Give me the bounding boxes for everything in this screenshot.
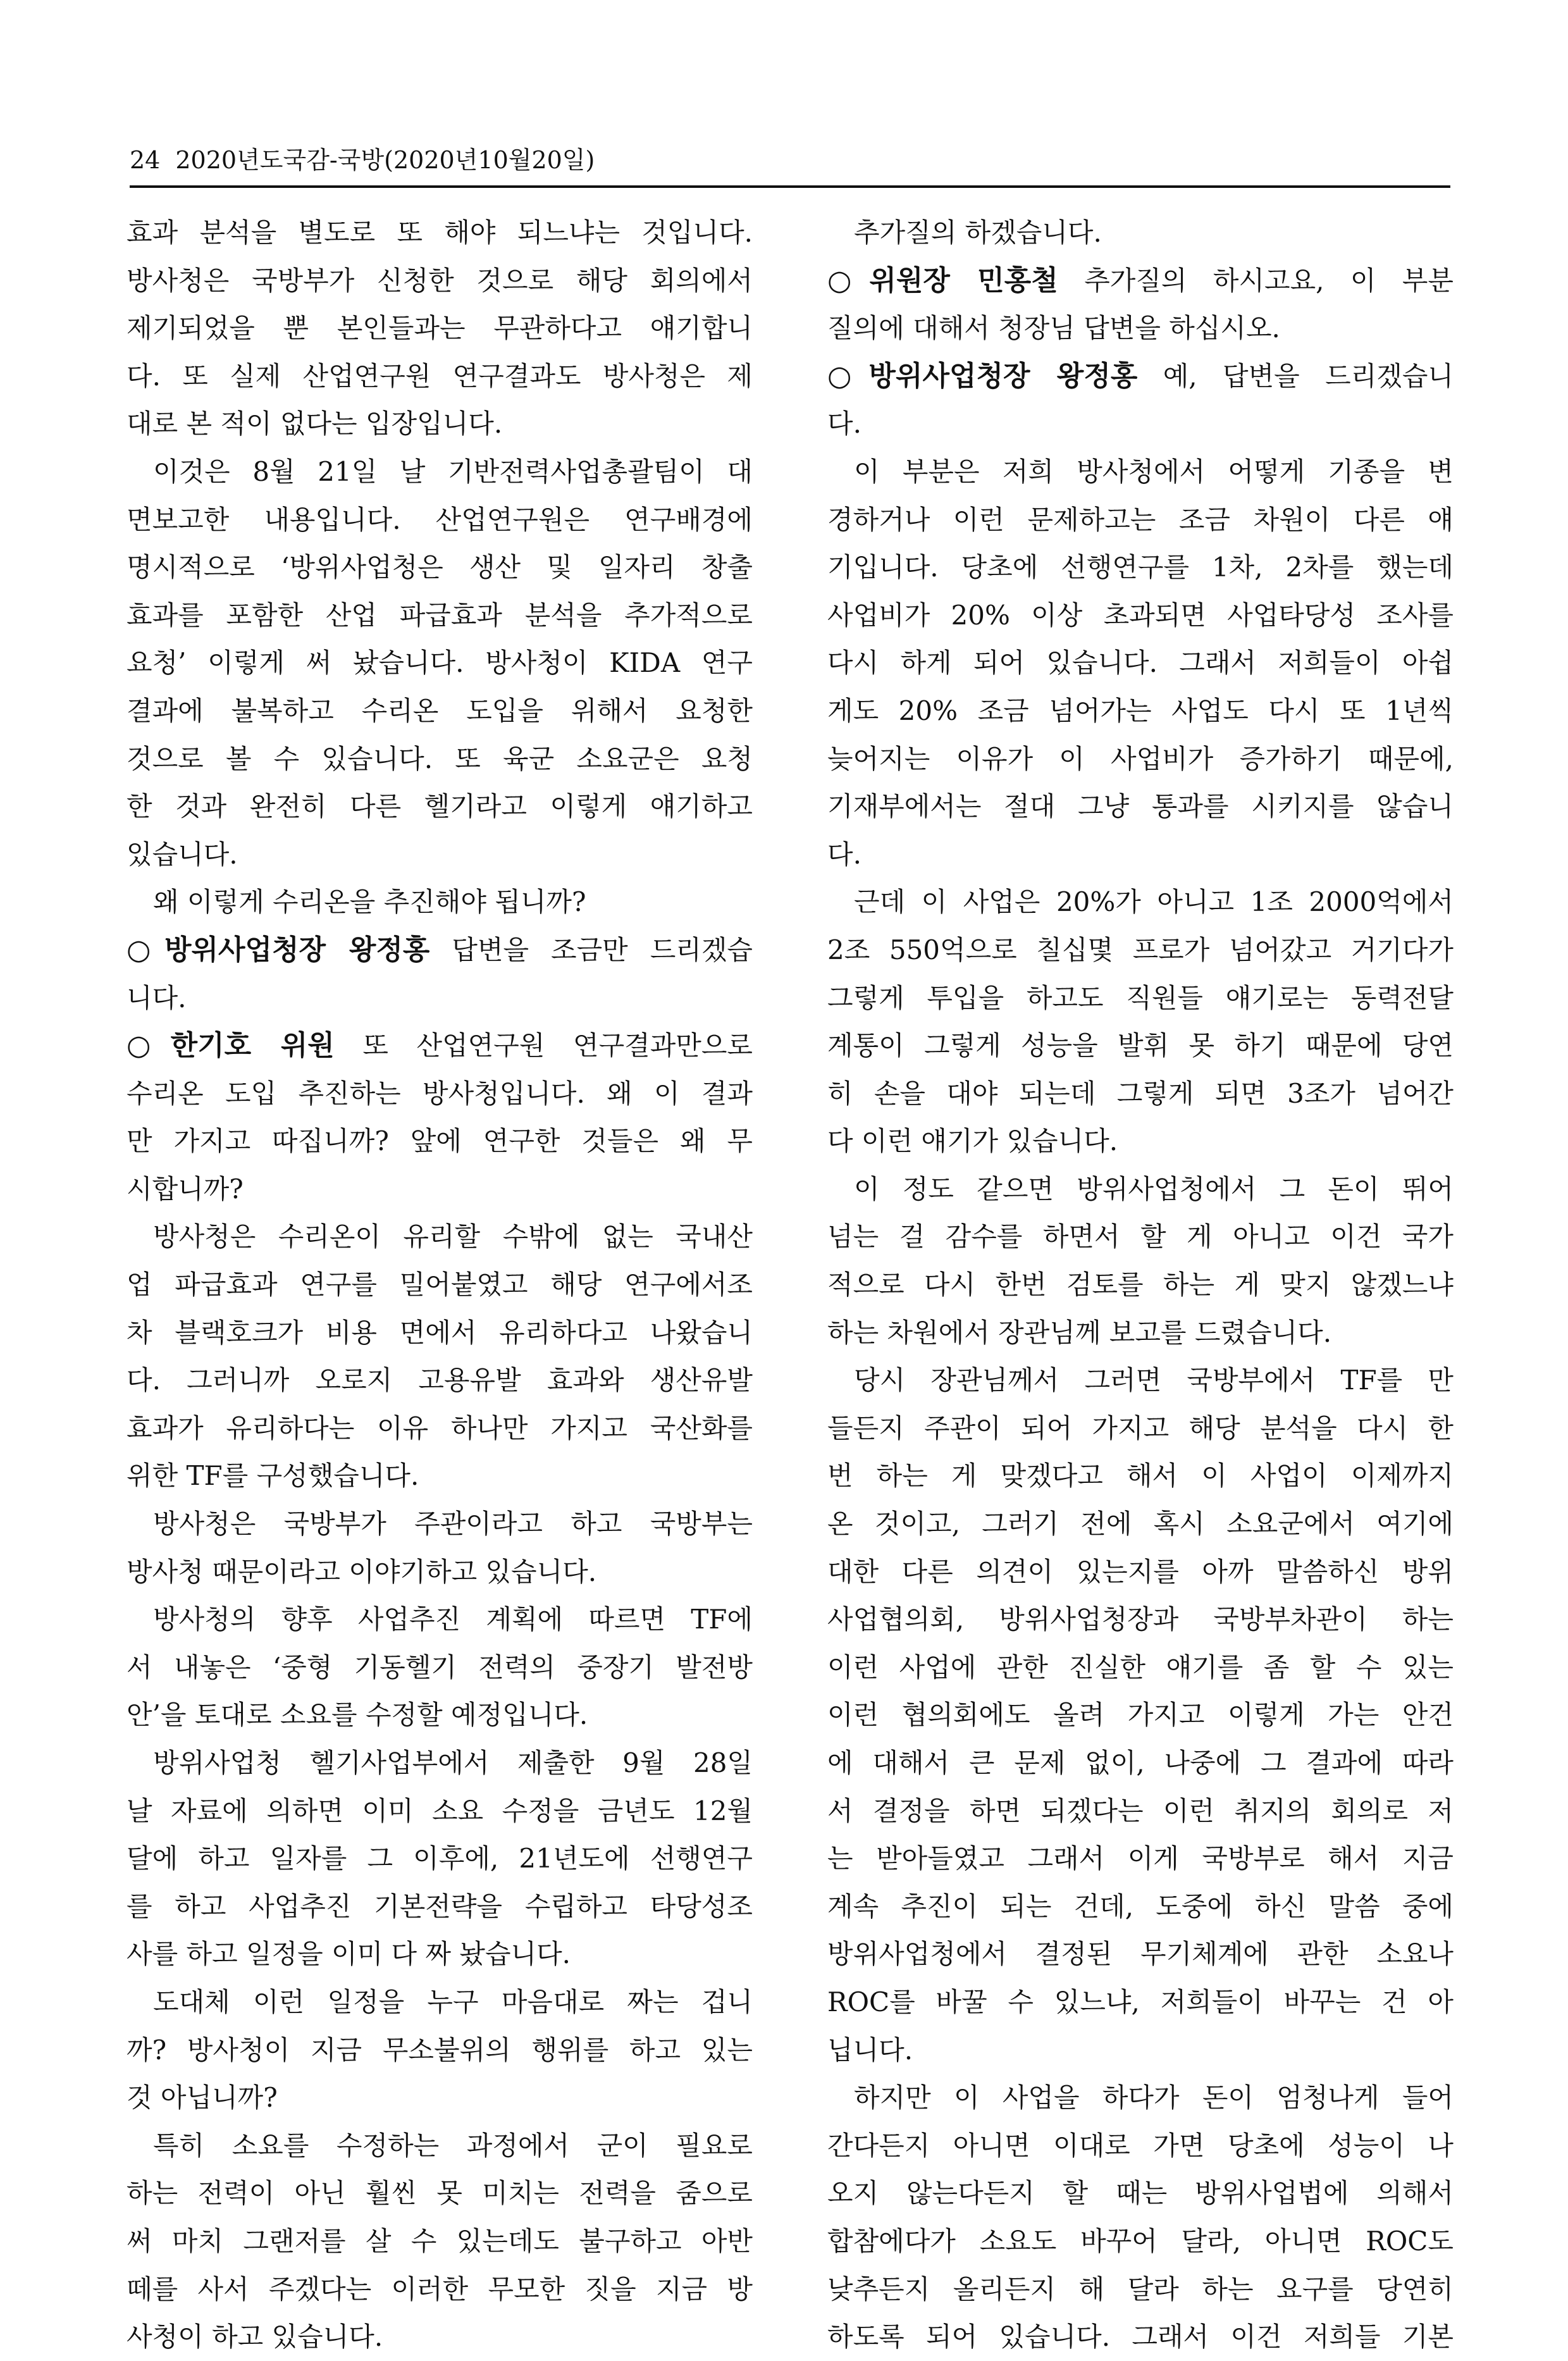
line-text: 오지 않는다든지 할 때는 방위사업법에 의해서 xyxy=(827,2178,1454,2209)
text-line xyxy=(127,1165,753,1213)
text-line xyxy=(127,496,753,544)
line-text: 넘는 걸 감수를 하면서 할 게 아니고 이건 국가 xyxy=(827,1221,1454,1253)
text-line xyxy=(827,400,1454,448)
line-text: 이 부분은 저희 방사청에서 어떻게 기종을 변 xyxy=(854,455,1454,487)
line-text: 것으로 볼 수 있습니다. 또 육군 소요군은 요청 xyxy=(127,743,753,774)
line-text: 하지만 이 사업을 하다가 돈이 엄청나게 들어 xyxy=(854,2082,1454,2114)
line-text: 기재부에서는 절대 그냥 통과를 시키지를 않습니 xyxy=(827,791,1454,822)
text-line xyxy=(827,1452,1454,1500)
line-text: 적으로 다시 한번 검토를 하는 게 맞지 않겠느냐 xyxy=(827,1269,1454,1301)
line-text: 이 정도 같으면 방위사업청에서 그 돈이 뛰어 xyxy=(854,1173,1454,1205)
text-line xyxy=(127,1309,753,1357)
text-line xyxy=(827,2074,1454,2122)
line-text: 제기되었을 뿐 본인들과는 무관하다고 얘기합니 xyxy=(127,313,753,344)
text-line xyxy=(827,687,1454,735)
text-line xyxy=(827,1356,1454,1404)
text-line xyxy=(127,257,753,305)
text-line xyxy=(827,926,1454,974)
line-text: 이런 협의회에도 올려 가지고 이렇게 가는 안건 xyxy=(827,1699,1454,1731)
text-line xyxy=(827,2217,1454,2265)
text-line xyxy=(127,2122,753,2170)
line-text: 수리온 도입 추진하는 방사청입니다. 왜 이 결과 xyxy=(127,1077,753,1109)
text-line xyxy=(827,2265,1454,2314)
text-line xyxy=(127,1404,753,1453)
text-line xyxy=(827,1691,1454,1739)
left-column xyxy=(127,209,753,2361)
text-line xyxy=(127,352,753,400)
text-line xyxy=(827,1596,1454,1644)
text-line xyxy=(127,1356,753,1404)
line-text: 이런 사업에 관한 진실한 얘기를 좀 할 수 있는 xyxy=(827,1651,1454,1683)
line-text: 까? 방사청이 지금 무소불위의 행위를 하고 있는 xyxy=(127,2034,753,2066)
line-text: 는 받아들였고 그래서 이게 국방부로 해서 지금 xyxy=(827,1843,1454,1875)
line-text: 만 가지고 따집니까? 앞에 연구한 것들은 왜 무 xyxy=(127,1125,753,1157)
line-text: 하는 차원에서 장관님께 보고를 드렸습니다. xyxy=(827,1317,1332,1348)
text-line xyxy=(127,2265,753,2314)
speaker-name: ○방위사업청장 왕정홍 xyxy=(127,933,430,966)
text-line xyxy=(127,974,753,1022)
line-text: 있습니다. xyxy=(127,838,238,870)
line-text: 대한 다른 의견이 있는지를 아까 말씀하신 방위 xyxy=(827,1556,1454,1587)
text-line xyxy=(127,1117,753,1165)
line-text: 계속 추진이 되는 건데, 도중에 하신 말씀 중에 xyxy=(827,1890,1454,1922)
line-text: 니다. xyxy=(127,982,187,1013)
text-line xyxy=(827,1930,1454,1978)
text-line xyxy=(827,1548,1454,1596)
text-line xyxy=(827,448,1454,496)
text-line xyxy=(127,448,753,496)
line-text: 안’을 토대로 소요를 수정할 예정입니다. xyxy=(127,1699,588,1731)
line-text: 방사청 때문이라고 이야기하고 있습니다. xyxy=(127,1556,597,1587)
line-text: 결과에 불복하고 수리온 도입을 위해서 요청한 xyxy=(127,695,753,726)
text-line xyxy=(827,1261,1454,1309)
text-line xyxy=(827,2169,1454,2217)
line-text: 들든지 주관이 되어 가지고 해당 분석을 다시 한 xyxy=(827,1412,1454,1444)
text-line xyxy=(127,831,753,879)
text-line xyxy=(127,2313,753,2361)
line-text: 늦어지는 이유가 이 사업비가 증가하기 때문에, xyxy=(827,743,1454,774)
text-line xyxy=(827,1309,1454,1357)
text-line xyxy=(127,926,753,974)
line-text: 질의에 대해서 청장님 답변을 하십시오. xyxy=(827,313,1280,344)
text-line xyxy=(827,1165,1454,1213)
text-line xyxy=(127,783,753,831)
text-line xyxy=(127,1500,753,1548)
speaker-name: ○한기호 위원 xyxy=(127,1029,335,1062)
line-text: 닙니다. xyxy=(827,2034,913,2066)
line-text: 번 하는 게 맞겠다고 해서 이 사업이 이제까지 xyxy=(827,1460,1454,1492)
text-line xyxy=(127,878,753,926)
text-line xyxy=(827,878,1454,926)
line-text: 경하거나 이런 문제하고는 조금 차원이 다른 얘 xyxy=(827,504,1454,535)
line-text: 사를 하고 일정을 이미 다 짜 놨습니다. xyxy=(127,1938,571,1970)
text-line xyxy=(127,1213,753,1261)
text-line xyxy=(827,1739,1454,1787)
line-text: 명시적으로 ‘방위사업청은 생산 및 일자리 창출 xyxy=(127,552,753,583)
line-text: 에 대해서 큰 문제 없이, 나중에 그 결과에 따라 xyxy=(827,1747,1454,1778)
text-line xyxy=(127,1691,753,1739)
text-line xyxy=(127,1644,753,1692)
text-line xyxy=(827,1835,1454,1883)
line-text: 를 하고 사업추진 기본전략을 수립하고 타당성조 xyxy=(127,1890,753,1922)
line-text: 업 파급효과 연구를 밀어붙였고 해당 연구에서조 xyxy=(127,1269,753,1301)
text-line xyxy=(127,209,753,257)
text-line xyxy=(127,1261,753,1309)
text-line xyxy=(827,1787,1454,1835)
text-line xyxy=(827,543,1454,592)
line-text: 근데 이 사업은 20%가 아니고 1조 2000억에서 xyxy=(854,886,1454,918)
text-line xyxy=(127,1883,753,1931)
line-text: 효과가 유리하다는 이유 하나만 가지고 국산화를 xyxy=(127,1412,753,1444)
text-line xyxy=(127,1787,753,1835)
text-line xyxy=(827,2313,1454,2361)
line-text: 왜 이렇게 수리온을 추진해야 됩니까? xyxy=(153,886,586,918)
line-text: 기입니다. 당초에 선행연구를 1차, 2차를 했는데 xyxy=(827,552,1454,583)
text-line xyxy=(127,735,753,783)
line-text: 시합니까? xyxy=(127,1173,244,1205)
line-text: 당시 장관님께서 그러면 국방부에서 TF를 만 xyxy=(854,1365,1454,1396)
line-text: 떼를 사서 주겠다는 이러한 무모한 짓을 지금 방 xyxy=(127,2273,753,2305)
text-line xyxy=(827,1883,1454,1931)
line-text: 날 자료에 의하면 이미 소요 수정을 금년도 12월 xyxy=(127,1795,753,1826)
text-line xyxy=(827,1644,1454,1692)
text-line xyxy=(827,1500,1454,1548)
line-text: 한 것과 완전히 다른 헬기라고 이렇게 얘기하고 xyxy=(127,791,753,822)
speaker-name: ○위원장 민홍철 xyxy=(827,264,1058,297)
line-text: 방사청은 국방부가 신청한 것으로 해당 회의에서 xyxy=(127,264,753,296)
line-text: 간다든지 아니면 이대로 가면 당초에 성능이 나 xyxy=(827,2129,1454,2161)
text-line xyxy=(827,209,1454,257)
line-text: 서 결정을 하면 되겠다는 이런 취지의 회의로 저 xyxy=(827,1795,1454,1826)
line-text: 방위사업청에서 결정된 무기체계에 관한 소요나 xyxy=(827,1938,1454,1970)
line-text: 이것은 8월 21일 날 기반전력사업총괄팀이 대 xyxy=(153,455,753,487)
line-text: 차 블랙호크가 비용 면에서 유리하다고 나왔습니 xyxy=(127,1317,753,1348)
line-text: 방사청은 수리온이 유리할 수밖에 없는 국내산 xyxy=(153,1221,753,1253)
header-rule xyxy=(130,185,1450,188)
text-line xyxy=(127,1930,753,1978)
text-line xyxy=(127,2074,753,2122)
text-line xyxy=(127,304,753,352)
line-text: 것 아닙니까? xyxy=(127,2082,278,2114)
page-number: 24 xyxy=(130,146,161,174)
text-line xyxy=(127,1070,753,1118)
line-text: 서 내놓은 ‘중형 기동헬기 전력의 중장기 발전방 xyxy=(127,1651,753,1683)
line-text: 히 손을 대야 되는데 그렇게 되면 3조가 넘어간 xyxy=(827,1077,1454,1109)
text-line xyxy=(127,543,753,592)
text-line xyxy=(827,592,1454,640)
line-text: 도대체 이런 일정을 누구 마음대로 짜는 겁니 xyxy=(153,1986,753,2017)
line-text: 요청’ 이렇게 써 놨습니다. 방사청이 KIDA 연구 xyxy=(127,647,753,679)
text-line xyxy=(127,2169,753,2217)
text-line xyxy=(127,687,753,735)
line-text: 다. xyxy=(827,408,861,440)
text-line xyxy=(127,592,753,640)
text-line xyxy=(827,1404,1454,1453)
line-text: 특히 소요를 수정하는 과정에서 군이 필요로 xyxy=(153,2129,753,2161)
line-text: 다 이런 얘기가 있습니다. xyxy=(827,1125,1118,1157)
document-title: 2020년도국감-국방(2020년10월20일) xyxy=(175,146,595,174)
text-line xyxy=(127,1739,753,1787)
speaker-name: ○방위사업청장 왕정홍 xyxy=(827,359,1138,392)
text-line xyxy=(827,735,1454,783)
text-line xyxy=(127,639,753,687)
text-line xyxy=(827,831,1454,879)
line-text: 다. 그러니까 오로지 고용유발 효과와 생산유발 xyxy=(127,1365,753,1396)
line-text: 합참에다가 소요도 바꾸어 달라, 아니면 ROC도 xyxy=(827,2225,1454,2257)
text-line xyxy=(827,304,1454,352)
text-line xyxy=(827,257,1454,305)
text-line xyxy=(127,1596,753,1644)
text-line xyxy=(127,2217,753,2265)
text-line xyxy=(127,1452,753,1500)
text-line xyxy=(827,2026,1454,2074)
line-text: 추가질의 하겠습니다. xyxy=(854,217,1102,248)
line-text: 다. 또 실제 산업연구원 연구결과도 방사청은 제 xyxy=(127,360,753,392)
text-line xyxy=(827,1213,1454,1261)
text-line xyxy=(827,1070,1454,1118)
line-text: 방사청의 향후 사업추진 계획에 따르면 TF에 xyxy=(153,1604,753,1635)
line-text: 추가질의 하시고요, 이 부분 xyxy=(1058,264,1454,296)
text-line xyxy=(127,2026,753,2074)
line-text: 온 것이고, 그러기 전에 혹시 소요군에서 여기에 xyxy=(827,1508,1454,1540)
line-text: 방위사업청 헬기사업부에서 제출한 9월 28일 xyxy=(153,1747,753,1778)
text-line xyxy=(827,783,1454,831)
line-text: 다시 하게 되어 있습니다. 그래서 저희들이 아쉽 xyxy=(827,647,1454,679)
text-line xyxy=(127,1835,753,1883)
text-line xyxy=(827,2122,1454,2170)
line-text: 사업비가 20% 이상 초과되면 사업타당성 조사를 xyxy=(827,599,1454,631)
line-text: 써 마치 그랜저를 살 수 있는데도 불구하고 아반 xyxy=(127,2225,753,2257)
text-line xyxy=(827,352,1454,400)
running-header xyxy=(130,140,595,175)
line-text: 예, 답변을 드리겠습니 xyxy=(1137,360,1454,392)
text-line xyxy=(127,1548,753,1596)
line-text: ROC를 바꿀 수 있느냐, 저희들이 바꾸는 건 아 xyxy=(827,1986,1454,2017)
text-line xyxy=(827,1022,1454,1070)
line-text: 달에 하고 일자를 그 이후에, 21년도에 선행연구 xyxy=(127,1843,753,1875)
line-text: 그렇게 투입을 하고도 직원들 얘기로는 동력전달 xyxy=(827,982,1454,1013)
line-text: 위한 TF를 구성했습니다. xyxy=(127,1460,419,1492)
right-column xyxy=(827,209,1454,2361)
text-line xyxy=(127,1022,753,1070)
text-line xyxy=(127,1978,753,2026)
line-text: 게도 20% 조금 넘어가는 사업도 다시 또 1년씩 xyxy=(827,695,1454,726)
line-text: 효과를 포함한 산업 파급효과 분석을 추가적으로 xyxy=(127,599,753,631)
line-text: 답변을 조금만 드리겠습 xyxy=(429,934,753,965)
text-line xyxy=(827,639,1454,687)
line-text: 낮추든지 올리든지 해 달라 하는 요구를 당연히 xyxy=(827,2273,1454,2305)
text-line xyxy=(827,1117,1454,1165)
text-line xyxy=(827,1978,1454,2026)
text-line xyxy=(827,496,1454,544)
line-text: 계통이 그렇게 성능을 발휘 못 하기 때문에 당연 xyxy=(827,1030,1454,1062)
line-text: 효과 분석을 별도로 또 해야 되느냐는 것입니다. xyxy=(127,217,753,248)
line-text: 사업협의회, 방위사업청장과 국방부차관이 하는 xyxy=(827,1604,1454,1635)
line-text: 하는 전력이 아닌 훨씬 못 미치는 전력을 줌으로 xyxy=(127,2178,753,2209)
text-line xyxy=(827,974,1454,1022)
line-text: 방사청은 국방부가 주관이라고 하고 국방부는 xyxy=(153,1508,753,1540)
line-text: 사청이 하고 있습니다. xyxy=(127,2321,383,2353)
text-line xyxy=(127,400,753,448)
line-text: 또 산업연구원 연구결과만으로 xyxy=(334,1030,753,1062)
line-text: 2조 550억으로 칠십몇 프로가 넘어갔고 거기다가 xyxy=(827,934,1454,965)
line-text: 대로 본 적이 없다는 입장입니다. xyxy=(127,408,503,440)
line-text: 다. xyxy=(827,838,861,870)
line-text: 하도록 되어 있습니다. 그래서 이건 저희들 기본 xyxy=(827,2321,1454,2353)
line-text: 면보고한 내용입니다. 산업연구원은 연구배경에 xyxy=(127,504,753,535)
